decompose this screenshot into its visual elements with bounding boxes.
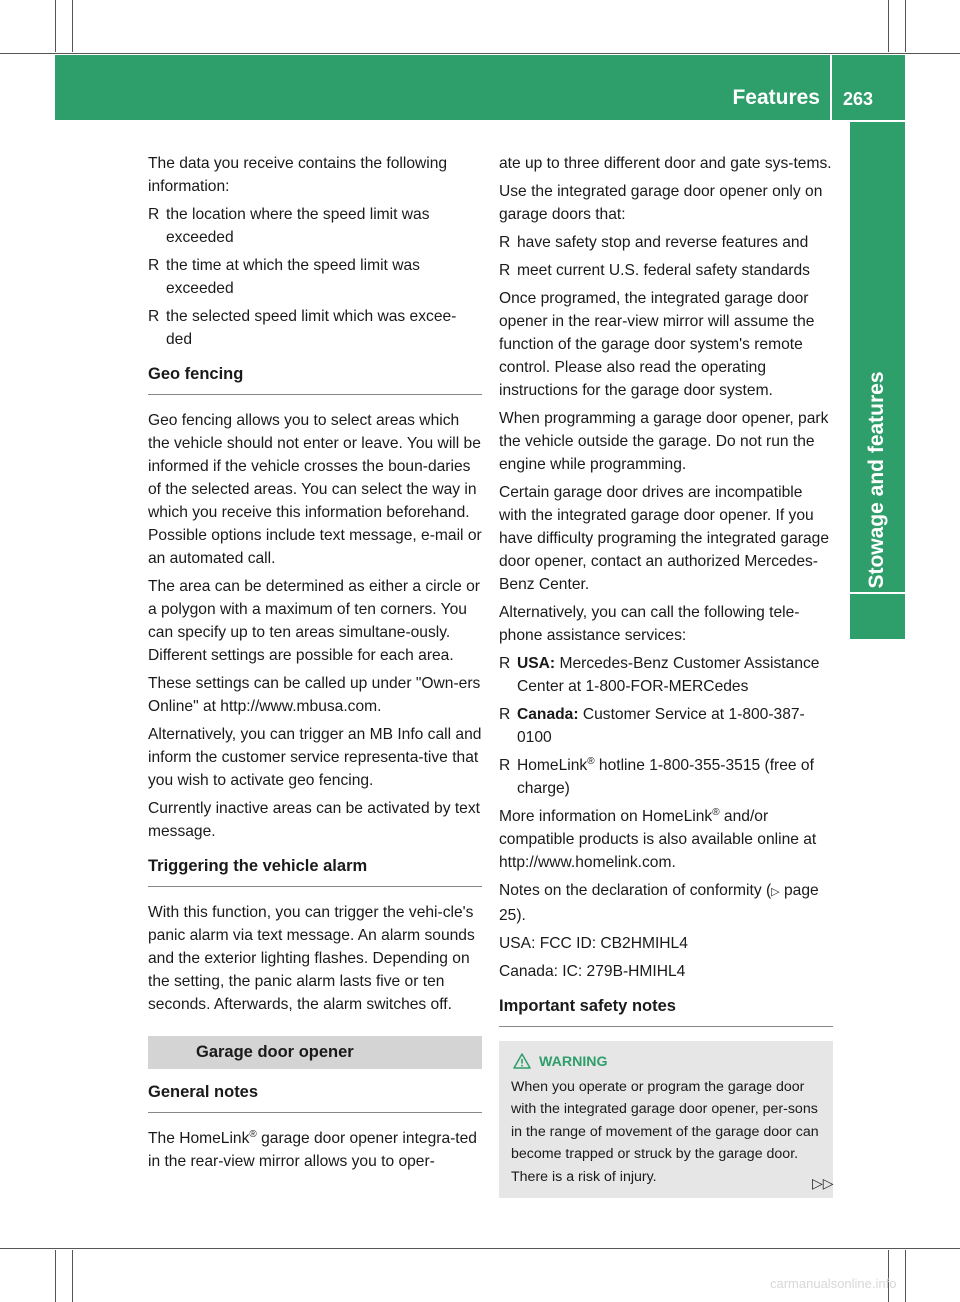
paragraph: USA: FCC ID: CB2HMIHL4 [499,935,688,952]
list-item: R USA: Mercedes-Benz Customer Assistance Center at 1-800-FOR-MERCedes [499,652,833,698]
bullet-icon: R [499,234,511,251]
paragraph: The area can be determined as either a circle or a polygon with a maximum of ten corners. You can specify up to ten areas simultane-ously. Different settings are possible for each area. [148,578,480,664]
paragraph: Alternatively, you can trigger an MB Info call and inform the customer service representa-tive that you wish to activate geo fencing. [148,726,482,789]
bullet-icon: R [499,655,511,672]
paragraph: These settings can be called up under "Own-ers Online" at http://www.mbusa.com. [148,675,481,715]
list-item: R Canada: Customer Service at 1-800-387-0100 [499,703,833,749]
heading-general-notes: General notes [148,1081,482,1113]
crop-mark [72,0,73,52]
heading-vehicle-alarm: Triggering the vehicle alarm [148,855,482,887]
right-column [499,152,833,1198]
list-item: R HomeLink® hotline 1-800-355-3515 (free of charge) [499,755,814,797]
paragraph: Alternatively, you can call the following tele-phone assistance services: [499,604,800,644]
page-ref-arrow-icon: ▷ [771,886,780,898]
crop-mark [0,53,960,54]
crop-mark [888,0,889,52]
page-section-title: Features [732,86,820,109]
crop-mark [905,1250,906,1302]
list-item: R have safety stop and reverse features and [499,231,833,254]
paragraph: Notes on the declaration of conformity (▷ page 25). [499,882,819,924]
paragraph: Geo fencing allows you to select areas which the vehicle should not enter or leave. You will be informed if the vehicle crosses the boun-daries of the selected areas. You can select the way in which you receive this information beforehand. Possible options include text message, e-mail or an automated call. [148,412,482,567]
paragraph: ate up to three different door and gate sys-tems. [499,155,832,172]
bullet-icon: R [499,706,511,723]
crop-mark [0,1248,960,1249]
watermark: carmanualsonline.info [770,1276,897,1291]
paragraph: Certain garage door drives are incompatible with the integrated garage door opener. If you have difficulty programing the integrated garage door opener, contact an authorized Mercedes-Benz Center. [499,484,829,593]
bullet-icon: R [499,757,511,774]
paragraph: The HomeLink® garage door opener integra-ted in the rear-view mirror allows you to oper- [148,1128,477,1170]
bullet-icon: R [499,262,511,279]
chapter-tab-label: Stowage and features [865,371,888,589]
chapter-tab-marker [850,594,905,639]
heading-safety-notes: Important safety notes [499,995,833,1027]
list-item: R meet current U.S. federal safety standards [499,259,833,282]
page-number: 263 [843,89,874,109]
header-divider [830,55,832,120]
paragraph: With this function, you can trigger the vehi-cle's panic alarm via text message. An alarm sounds and the exterior lighting flashes. Depending on the setting, the panic alarm lasts five or ten seconds. Afterwards, the alarm switches off. [148,904,475,1013]
paragraph: Once programed, the integrated garage door opener in the rear-view mirror will assume the function of the garage door system's remote control. Please also read the operating instructions for the garage door system. [499,290,815,399]
crop-mark [55,0,56,52]
warning-triangle-icon [513,1053,531,1069]
paragraph: Currently inactive areas can be activated by text message. [148,800,480,840]
paragraph: When programming a garage door opener, park the vehicle outside the garage. Do not run the engine while programming. [499,410,829,473]
crop-mark [905,0,906,52]
paragraph: Canada: IC: 279B-HMIHL4 [499,963,686,980]
continue-arrow-icon: ▷▷ [812,1175,834,1191]
list-item: R the location where the speed limit was exceeded [148,203,482,249]
section-title-garage-door-opener: Garage door opener [148,1036,482,1069]
intro-text: The data you receive contains the following information: [148,155,448,195]
warning-header: WARNING [511,1051,825,1074]
paragraph: Use the integrated garage door opener only on garage doors that: [499,183,823,223]
bullet-icon: R [148,308,160,325]
left-column [148,152,482,1178]
list-item: R the selected speed limit which was excee-ded [148,305,482,351]
bullet-icon: R [148,206,160,223]
crop-mark [72,1250,73,1302]
list-item: R the time at which the speed limit was exceeded [148,254,482,300]
bullet-icon: R [148,257,160,274]
crop-mark [55,1250,56,1302]
heading-geo-fencing: Geo fencing [148,363,482,395]
warning-text: When you operate or program the garage door with the integrated garage door opener, per-sons in the range of movement of the garage door can become trapped or struck by the garage door. There is a risk of injury. [511,1078,819,1185]
warning-box [499,1041,833,1198]
paragraph: More information on HomeLink® and/or compatible products is also available online at http://www.homelink.com. [499,806,817,871]
